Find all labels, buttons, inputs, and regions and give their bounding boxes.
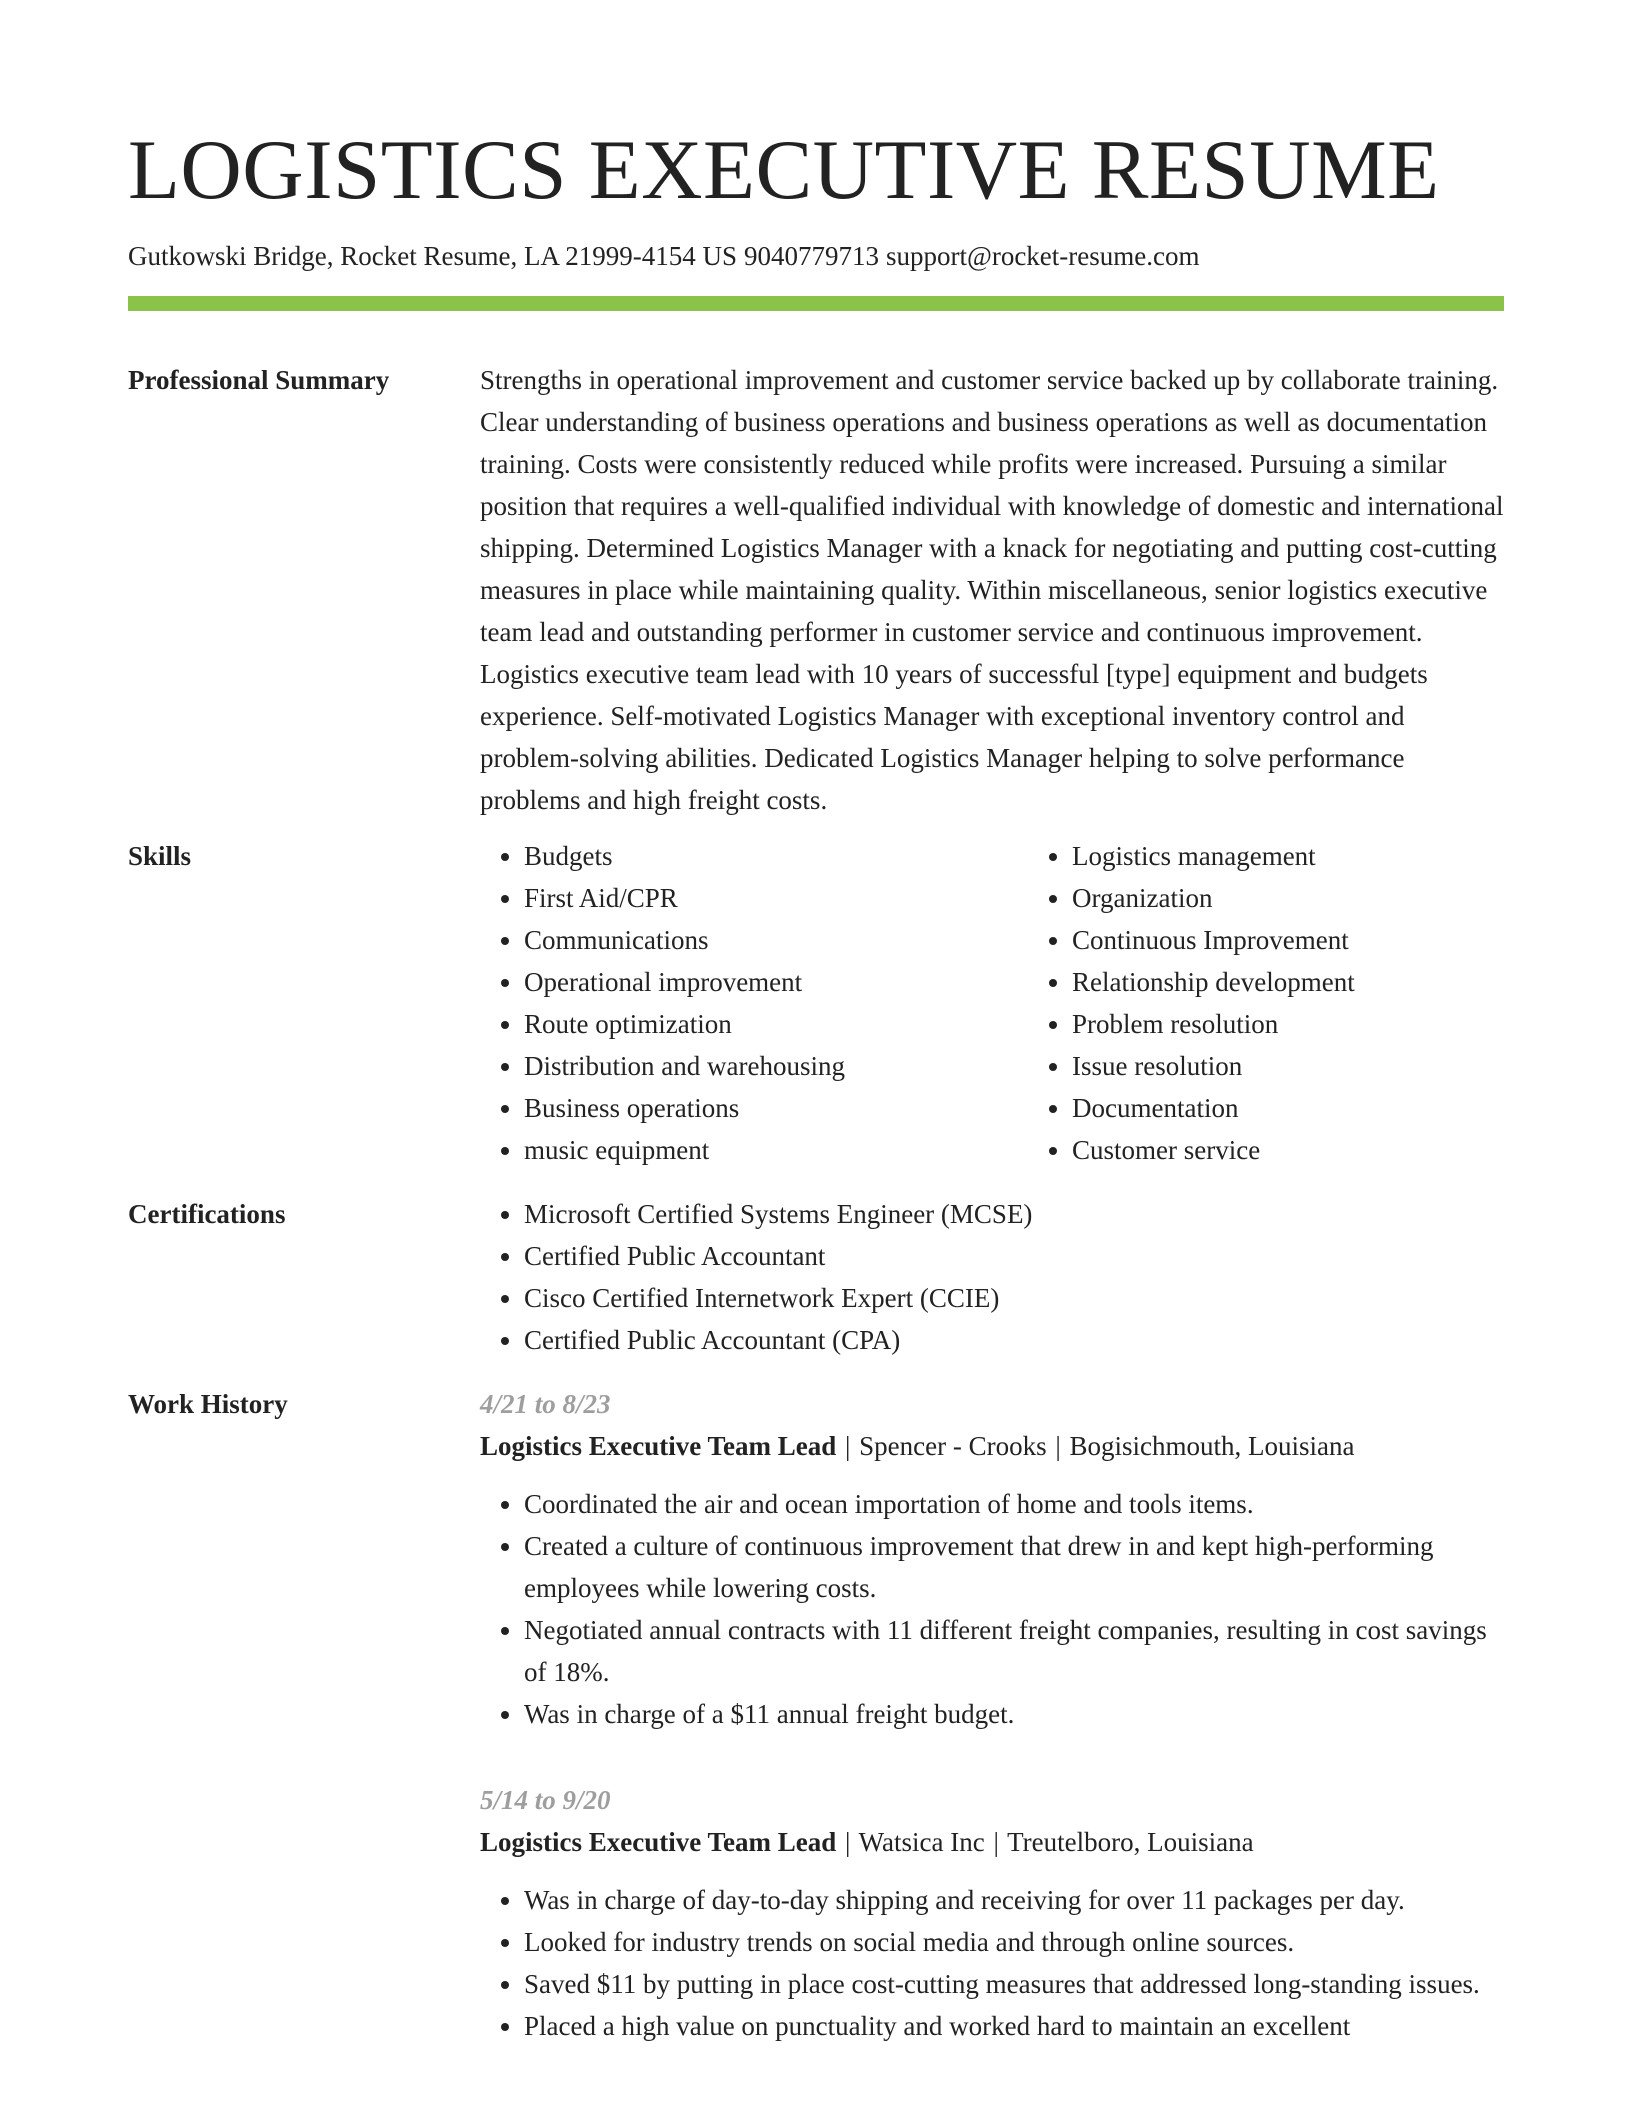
skill-item: • Route optimization xyxy=(524,1003,1028,1045)
resume-page xyxy=(128,0,1504,2047)
skills-body xyxy=(480,835,1576,1171)
skill-item: • music equipment xyxy=(524,1129,1028,1171)
job-entry xyxy=(480,1779,1504,2047)
skill-item: • Issue resolution xyxy=(1072,1045,1576,1087)
skills-list-right xyxy=(1028,835,1576,1171)
job-dates: 5/14 to 9/20 xyxy=(480,1785,611,1815)
skill-item: • Documentation xyxy=(1072,1087,1576,1129)
job-bullets xyxy=(480,1483,1504,1735)
job-company: Watsica Inc xyxy=(858,1827,985,1857)
separator: | xyxy=(1055,1431,1061,1461)
summary-section xyxy=(128,359,1504,821)
accent-divider xyxy=(128,296,1504,311)
certifications-list xyxy=(480,1193,1504,1361)
separator: | xyxy=(845,1827,851,1857)
job-bullet: • Placed a high value on punctuality and worked hard to maintain an excellent xyxy=(524,2005,1504,2047)
job-bullets xyxy=(480,1879,1504,2047)
summary-body xyxy=(480,359,1504,821)
job-bullet: • Coordinated the air and ocean importation of home and tools items. xyxy=(524,1483,1504,1525)
skills-section xyxy=(128,835,1504,1171)
certification-item: • Certified Public Accountant xyxy=(524,1235,1504,1277)
work-history-body xyxy=(480,1383,1504,2047)
skill-item: • Budgets xyxy=(524,835,1028,877)
skill-item: • Distribution and warehousing xyxy=(524,1045,1028,1087)
contact-address: Gutkowski Bridge, Rocket Resume, LA 21999-4154 US xyxy=(128,241,737,271)
job-company: Spencer - Crooks xyxy=(859,1431,1047,1461)
job-bullet: • Was in charge of a $11 annual freight budget. xyxy=(524,1693,1504,1735)
job-title-line xyxy=(480,1425,1504,1467)
work-history-section xyxy=(128,1383,1504,2047)
certification-item: • Certified Public Accountant (CPA) xyxy=(524,1319,1504,1361)
skill-item: • Continuous Improvement xyxy=(1072,919,1576,961)
job-bullet: • Negotiated annual contracts with 11 different freight companies, resulting in cost savings of 18%. xyxy=(524,1609,1504,1693)
skill-item: • Problem resolution xyxy=(1072,1003,1576,1045)
skill-item: • Logistics management xyxy=(1072,835,1576,877)
contact-email: support@rocket-resume.com xyxy=(885,241,1200,271)
job-entry xyxy=(480,1383,1504,1735)
job-dates: 4/21 to 8/23 xyxy=(480,1389,611,1419)
job-location: Treutelboro, Louisiana xyxy=(1007,1827,1254,1857)
certifications-section xyxy=(128,1193,1504,1361)
certifications-body xyxy=(480,1193,1504,1361)
certification-item: • Microsoft Certified Systems Engineer (MCSE) xyxy=(524,1193,1504,1235)
certification-item: • Cisco Certified Internetwork Expert (CCIE) xyxy=(524,1277,1504,1319)
skill-item: • Organization xyxy=(1072,877,1576,919)
contact-phone: 9040779713 xyxy=(743,241,879,271)
certifications-heading: Certifications xyxy=(128,1199,286,1229)
job-title: Logistics Executive Team Lead xyxy=(480,1431,837,1461)
resume-title: LOGISTICS EXECUTIVE RESUME xyxy=(128,123,1440,217)
skill-item: • Operational improvement xyxy=(524,961,1028,1003)
job-location: Bogisichmouth, Louisiana xyxy=(1069,1431,1355,1461)
separator: | xyxy=(993,1827,999,1857)
job-bullet: • Was in charge of day-to-day shipping and receiving for over 11 packages per day. xyxy=(524,1879,1504,1921)
skill-item: • Customer service xyxy=(1072,1129,1576,1171)
skill-item: • First Aid/CPR xyxy=(524,877,1028,919)
separator: | xyxy=(845,1431,851,1461)
job-bullet: • Saved $11 by putting in place cost-cutting measures that addressed long-standing issues. xyxy=(524,1963,1504,2005)
skill-item: • Relationship development xyxy=(1072,961,1576,1003)
job-title-line xyxy=(480,1821,1504,1863)
skill-item: • Communications xyxy=(524,919,1028,961)
job-bullet: • Created a culture of continuous improvement that drew in and kept high-performing employees while lowering costs. xyxy=(524,1525,1504,1609)
job-bullet: • Looked for industry trends on social media and through online sources. xyxy=(524,1921,1504,1963)
skill-item: • Business operations xyxy=(524,1087,1028,1129)
skills-list-left xyxy=(480,835,1028,1171)
work-history-heading: Work History xyxy=(128,1389,288,1419)
skills-heading: Skills xyxy=(128,841,192,871)
summary-text: Strengths in operational improvement and customer service backed up by collaborate training. Clear understanding of business operations and business operations as well as documentation training. Costs were consistently reduced while profits were increased. Pursuing a similar position that requires a well-qualified individual with knowledge of domestic and international shipping. Determined Logistics Manager with a knack for negotiating and putting cost-cutting measures in place while maintaining quality. Within miscellaneous, senior logistics executive team lead and outstanding performer in customer service and continuous improvement. Logistics executive team lead with 10 years of successful [type] equipment and budgets experience. Self-motivated Logistics Manager with exceptional inventory control and problem-solving abilities. Dedicated Logistics Manager helping to solve performance problems and high freight costs. xyxy=(480,365,1504,815)
contact-line xyxy=(128,238,1504,274)
job-title: Logistics Executive Team Lead xyxy=(480,1827,837,1857)
summary-heading: Professional Summary xyxy=(128,365,390,395)
